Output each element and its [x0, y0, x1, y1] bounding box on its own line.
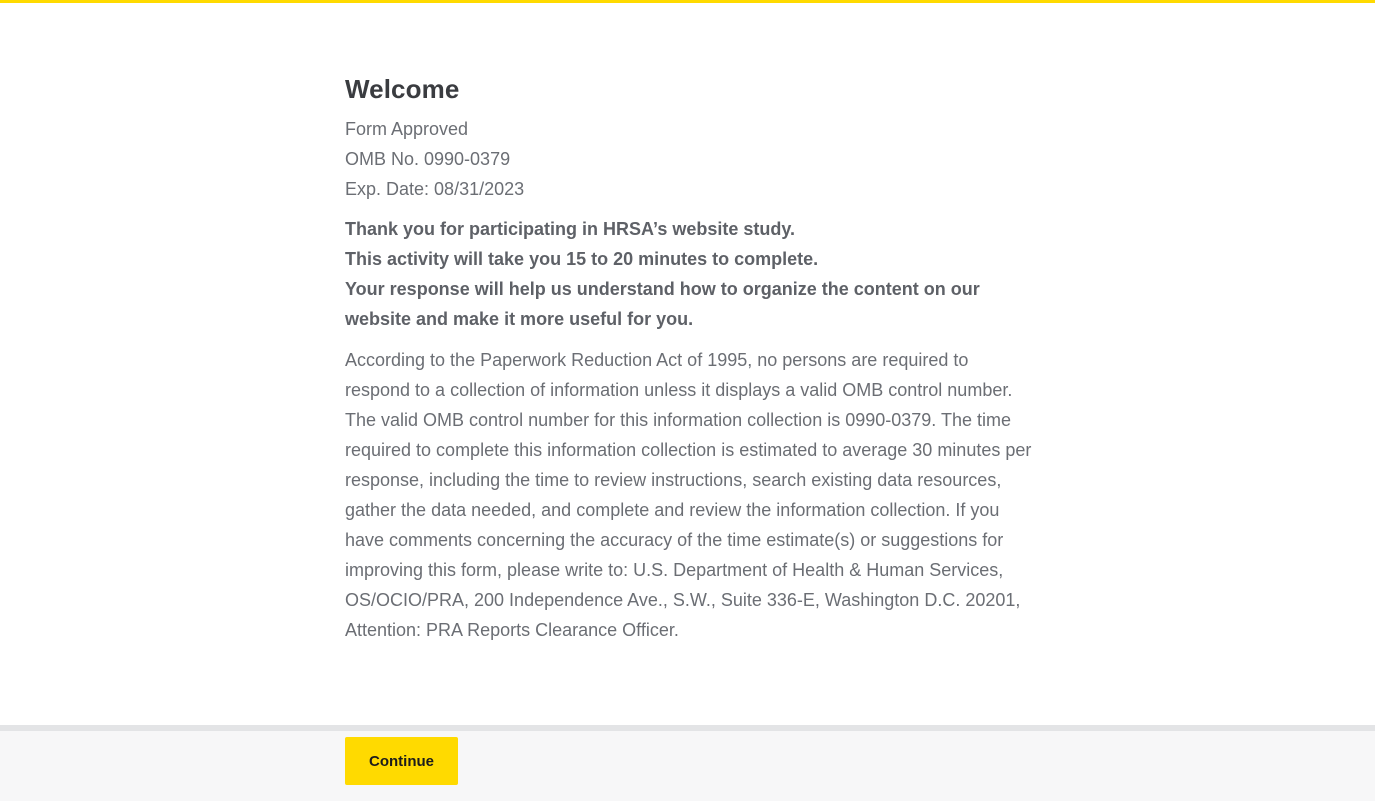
study-intro: [345, 214, 1035, 334]
purpose-text: Your response will help us understand how to organize the content on our website and make it more useful for you.: [345, 279, 980, 329]
thank-you-text: Thank you for participating in HRSA’s website study.: [345, 219, 796, 239]
continue-button[interactable]: Continue: [345, 737, 458, 785]
duration-text: This activity will take you 15 to 20 minutes to complete.: [345, 249, 819, 269]
footer-bar: [0, 725, 1375, 801]
welcome-content: [345, 70, 1035, 663]
page-title: Welcome: [345, 74, 460, 104]
omb-number-text: OMB No. 0990-0379: [345, 149, 511, 169]
form-approval-info: [345, 114, 1035, 204]
expiration-date-text: Exp. Date: 08/31/2023: [345, 179, 525, 199]
top-accent-bar: [0, 0, 1375, 3]
paperwork-reduction-notice: According to the Paperwork Reduction Act of 1995, no persons are required to respond to a collection of information unless it displays a valid OMB control number. The valid OMB control number for this information collection is 0990-0379. The time required to complete this information collection is estimated to average 30 minutes per response, including the time to review instructions, search existing data resources, gather the data needed, and complete and review the information collection. If you have comments concerning the accuracy of the time estimate(s) or suggestions for improving this form, please write to: U.S. Department of Health & Human Services, OS/OCIO/PRA, 200 Independence Ave., S.W., Suite 336-E, Washington D.C. 20201, Attention: PRA Reports Clearance Officer.: [345, 350, 1032, 640]
form-approved-text: Form Approved: [345, 119, 469, 139]
